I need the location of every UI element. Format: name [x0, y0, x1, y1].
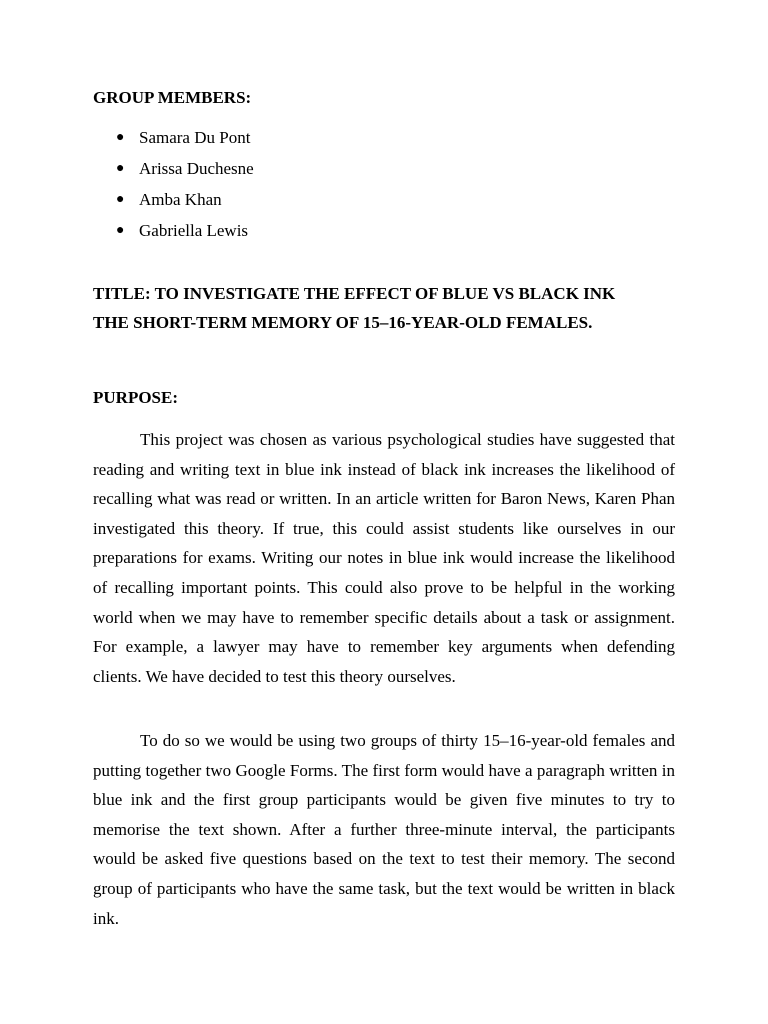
document-title	[93, 279, 693, 337]
bullet-icon: ●	[116, 161, 125, 176]
purpose-paragraph-2: To do so we would be using two groups of thirty 15–16-year-old females and putting together two Google Forms. The first form would have a paragraph written in blue ink and the first group participants would be given five minutes to try to memorise the text shown. After a further three-minute interval, the participants would be asked five questions based on the text to test their memory. The second group of participants who have the same task, but the text would be written in black ink.	[93, 731, 675, 928]
title-line-1: TITLE: TO INVESTIGATE THE EFFECT OF BLUE VS BLACK INK	[93, 284, 616, 303]
bullet-icon: ●	[116, 192, 125, 207]
group-members-heading: GROUP MEMBERS:	[93, 88, 252, 107]
list-item	[93, 217, 254, 248]
list-item	[93, 124, 254, 155]
member-name: Amba Khan	[139, 190, 222, 209]
title-line-2: THE SHORT-TERM MEMORY OF 15–16-YEAR-OLD FEMALES.	[93, 313, 593, 332]
list-item	[93, 155, 254, 186]
bullet-icon: ●	[116, 130, 125, 145]
member-name: Arissa Duchesne	[139, 159, 254, 178]
purpose-paragraph-1: This project was chosen as various psychological studies have suggested that reading and writing text in blue ink instead of black ink increases the likelihood of recalling what was read or written. In an article written for Baron News, Karen Phan investigated this theory. If true, this could assist students like ourselves in our preparations for exams. Writing our notes in blue ink would increase the likelihood of recalling important points. This could also prove to be helpful in the working world when we may have to remember specific details about a task or assignment. For example, a lawyer may have to remember key arguments when defending clients. We have decided to test this theory ourselves.	[93, 430, 675, 686]
bullet-icon: ●	[116, 223, 125, 238]
group-members-list	[93, 124, 254, 248]
purpose-heading: PURPOSE:	[93, 388, 178, 407]
member-name: Gabriella Lewis	[139, 221, 249, 240]
member-name: Samara Du Pont	[139, 128, 251, 147]
list-item	[93, 186, 254, 217]
